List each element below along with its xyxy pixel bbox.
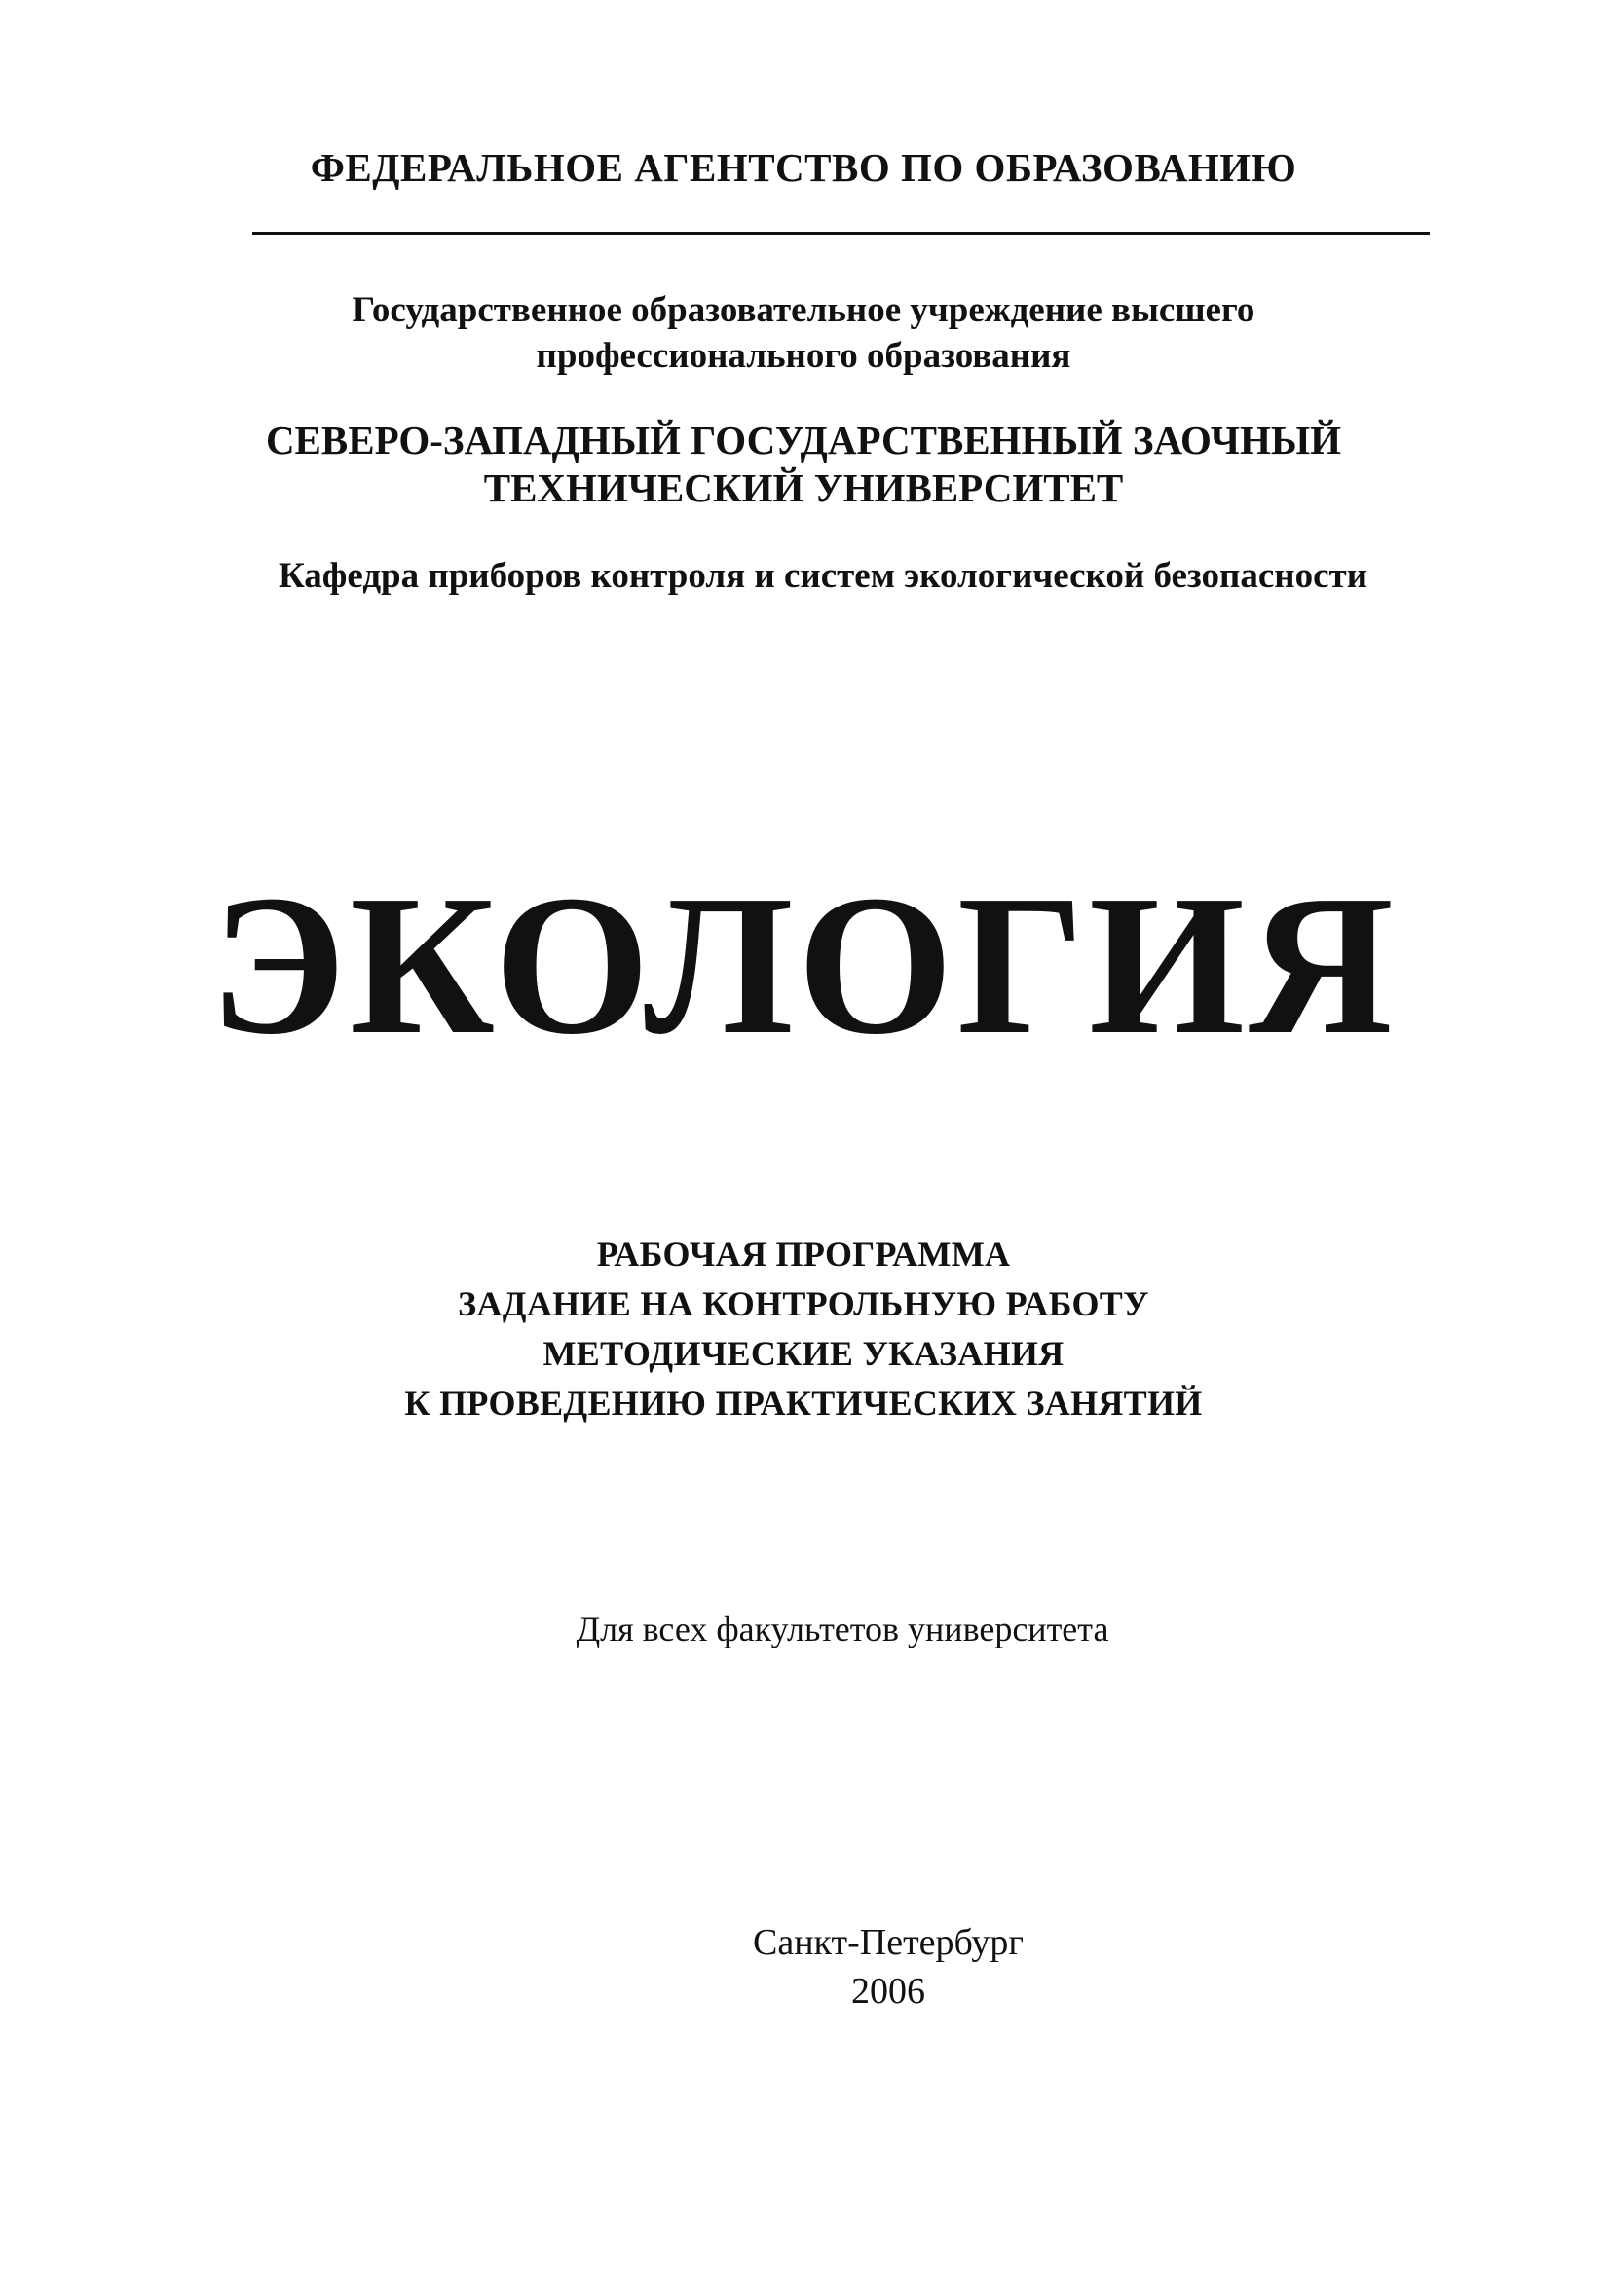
document-title: ЭКОЛОГИЯ: [209, 853, 1398, 1076]
subtitle-line: МЕТОДИЧЕСКИЕ УКАЗАНИЯ: [542, 1334, 1065, 1373]
institution-line-2: профессионального образования: [536, 336, 1071, 376]
publication-city: Санкт-Петербург: [752, 1922, 1025, 1963]
header-divider: [252, 232, 1430, 235]
subtitle-line: К ПРОВЕДЕНИЮ ПРАКТИЧЕСКИХ ЗАНЯТИЙ: [404, 1384, 1203, 1423]
subtitle-line: ЗАДАНИЕ НА КОНТРОЛЬНУЮ РАБОТУ: [458, 1284, 1149, 1323]
department-name: Кафедра приборов контроля и систем экологической безопасности: [278, 556, 1368, 596]
audience-note: Для всех факультетов университета: [576, 1610, 1109, 1648]
publication-year: 2006: [851, 1971, 925, 2012]
subtitle-line: РАБОЧАЯ ПРОГРАММА: [596, 1235, 1011, 1274]
university-name-line-1: СЕВЕРО-ЗАПАДНЫЙ ГОСУДАРСТВЕННЫЙ ЗАОЧНЫЙ: [265, 418, 1342, 463]
agency-heading: ФЕДЕРАЛЬНОЕ АГЕНТСТВО ПО ОБРАЗОВАНИЮ: [310, 145, 1297, 190]
institution-line-1: Государственное образовательное учреждение высшего: [352, 290, 1255, 330]
university-name-line-2: ТЕХНИЧЕСКИЙ УНИВЕРСИТЕТ: [483, 465, 1124, 510]
